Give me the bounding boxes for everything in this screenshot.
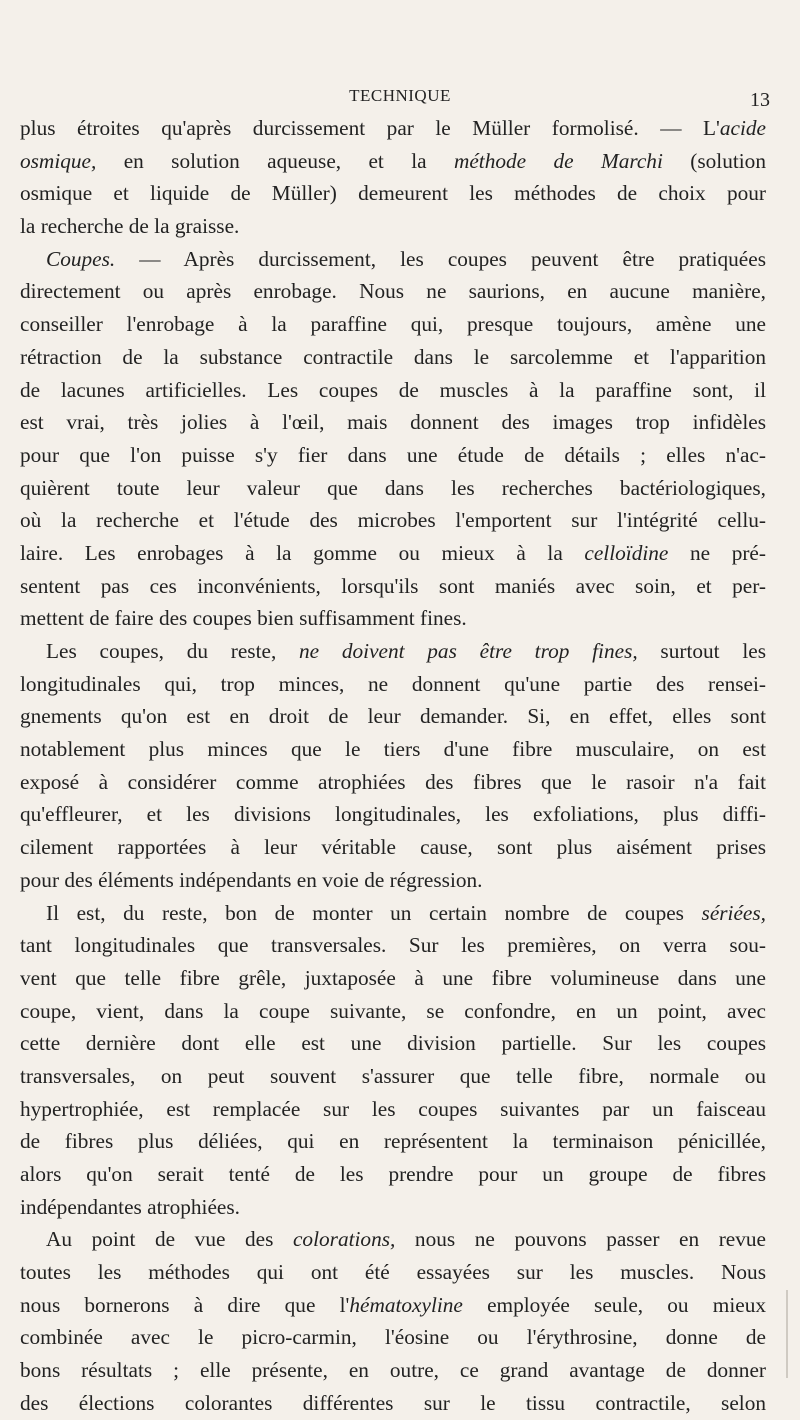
text-line: quièrent toute leur valeur que dans les recherches bactériologiques,: [20, 475, 766, 500]
text-line: laire. Les enrobages à la gomme ou mieux à la celloïdine ne pré-: [20, 540, 766, 565]
text-line: transversales, on peut souvent s'assurer que telle fibre, normale ou: [20, 1063, 766, 1088]
text-line: gnements qu'on est en droit de leur demander. Si, en effet, elles sont: [20, 704, 766, 729]
text-line: pour des éléments indépendants en voie de régression.: [20, 867, 483, 892]
text-line: cilement rapportées à leur véritable cause, sont plus aisément prises: [20, 835, 766, 860]
text-line: alors qu'on serait tenté de les prendre pour un groupe de fibres: [20, 1162, 766, 1186]
text-line: Il est, du reste, bon de monter un certain nombre de coupes sériées,: [46, 900, 766, 925]
page-edge-shadow: [786, 1290, 788, 1378]
text-line: où la recherche et l'étude des microbes l'emportent sur l'intégrité cellu-: [20, 508, 766, 533]
text-line: nous bornerons à dire que l'hématoxyline employée seule, ou mieux: [20, 1292, 766, 1317]
text-line: conseiller l'enrobage à la paraffine qui, presque toujours, amène une: [20, 312, 766, 337]
text-line: bons résultats ; elle présente, en outre, ce grand avantage de donner: [20, 1358, 766, 1383]
text-line: plus étroites qu'après durcissement par le Müller formolisé. — L'acide: [20, 116, 766, 140]
text-line: osmique, en solution aqueuse, et la méthode de Marchi (solution: [20, 148, 766, 173]
text-line: Coupes. — Après durcissement, les coupes peuvent être pratiquées: [46, 246, 766, 271]
paragraph-coupes: [20, 243, 766, 635]
text-line: rétraction de la substance contractile dans le sarcolemme et l'apparition: [20, 344, 766, 369]
text-line: notablement plus minces que le tiers d'une fibre musculaire, on est: [20, 737, 766, 762]
paragraph-fines: [20, 635, 766, 897]
text-line: pour que l'on puisse s'y fier dans une étude de détails ; elles n'ac-: [20, 442, 766, 467]
paragraph-seriees: [20, 897, 766, 1224]
text-line: est vrai, très jolies à l'œil, mais donnent des images trop infidèles: [20, 410, 766, 435]
text-line: sentent pas ces inconvénients, lorsqu'ils sont maniés avec soin, et per-: [20, 573, 766, 598]
text-line: osmique et liquide de Müller) demeurent les méthodes de choix pour: [20, 181, 766, 206]
running-head: TECHNIQUE: [349, 86, 451, 105]
paragraph-colorations: [20, 1223, 766, 1419]
text-line: des élections colorantes différentes sur le tissu contractile, selon: [20, 1390, 766, 1415]
text-line: de lacunes artificielles. Les coupes de muscles à la paraffine sont, il: [20, 377, 766, 402]
text-line: mettent de faire des coupes bien suffisamment fines.: [20, 606, 467, 631]
text-line: tant longitudinales que transversales. Sur les premières, on verra sou-: [20, 933, 766, 958]
text-line: hypertrophiée, est remplacée sur les coupes suivantes par un faisceau: [20, 1096, 766, 1121]
text-line: combinée avec le picro-carmin, l'éosine ou l'érythrosine, donne de: [20, 1325, 766, 1350]
text-line: directement ou après enrobage. Nous ne saurions, en aucune manière,: [20, 279, 766, 304]
text-line: exposé à considérer comme atrophiées des fibres que le rasoir n'a fait: [20, 769, 766, 794]
text-line: toutes les méthodes qui ont été essayées sur les muscles. Nous: [20, 1260, 766, 1285]
body-text: [20, 112, 766, 1420]
text-line: cette dernière dont elle est une division partielle. Sur les coupes: [20, 1031, 766, 1056]
paragraph-1: [20, 112, 766, 243]
text-line: Les coupes, du reste, ne doivent pas être trop fines, surtout les: [46, 639, 766, 663]
text-line: coupe, vient, dans la coupe suivante, se confondre, en un point, avec: [20, 998, 766, 1023]
text-line: Au point de vue des colorations, nous ne pouvons passer en revue: [46, 1227, 766, 1252]
page-number: 13: [750, 89, 770, 111]
text-line: indépendantes atrophiées.: [20, 1194, 240, 1219]
text-line: la recherche de la graisse.: [20, 214, 240, 239]
text-line: qu'effleurer, et les divisions longitudinales, les exfoliations, plus diffi-: [20, 802, 766, 827]
text-line: longitudinales qui, trop minces, ne donnent qu'une partie des rensei-: [20, 671, 766, 696]
text-line: de fibres plus déliées, qui en représentent la terminaison pénicillée,: [20, 1129, 766, 1154]
text-line: vent que telle fibre grêle, juxtaposée à une fibre volumineuse dans une: [20, 965, 766, 990]
